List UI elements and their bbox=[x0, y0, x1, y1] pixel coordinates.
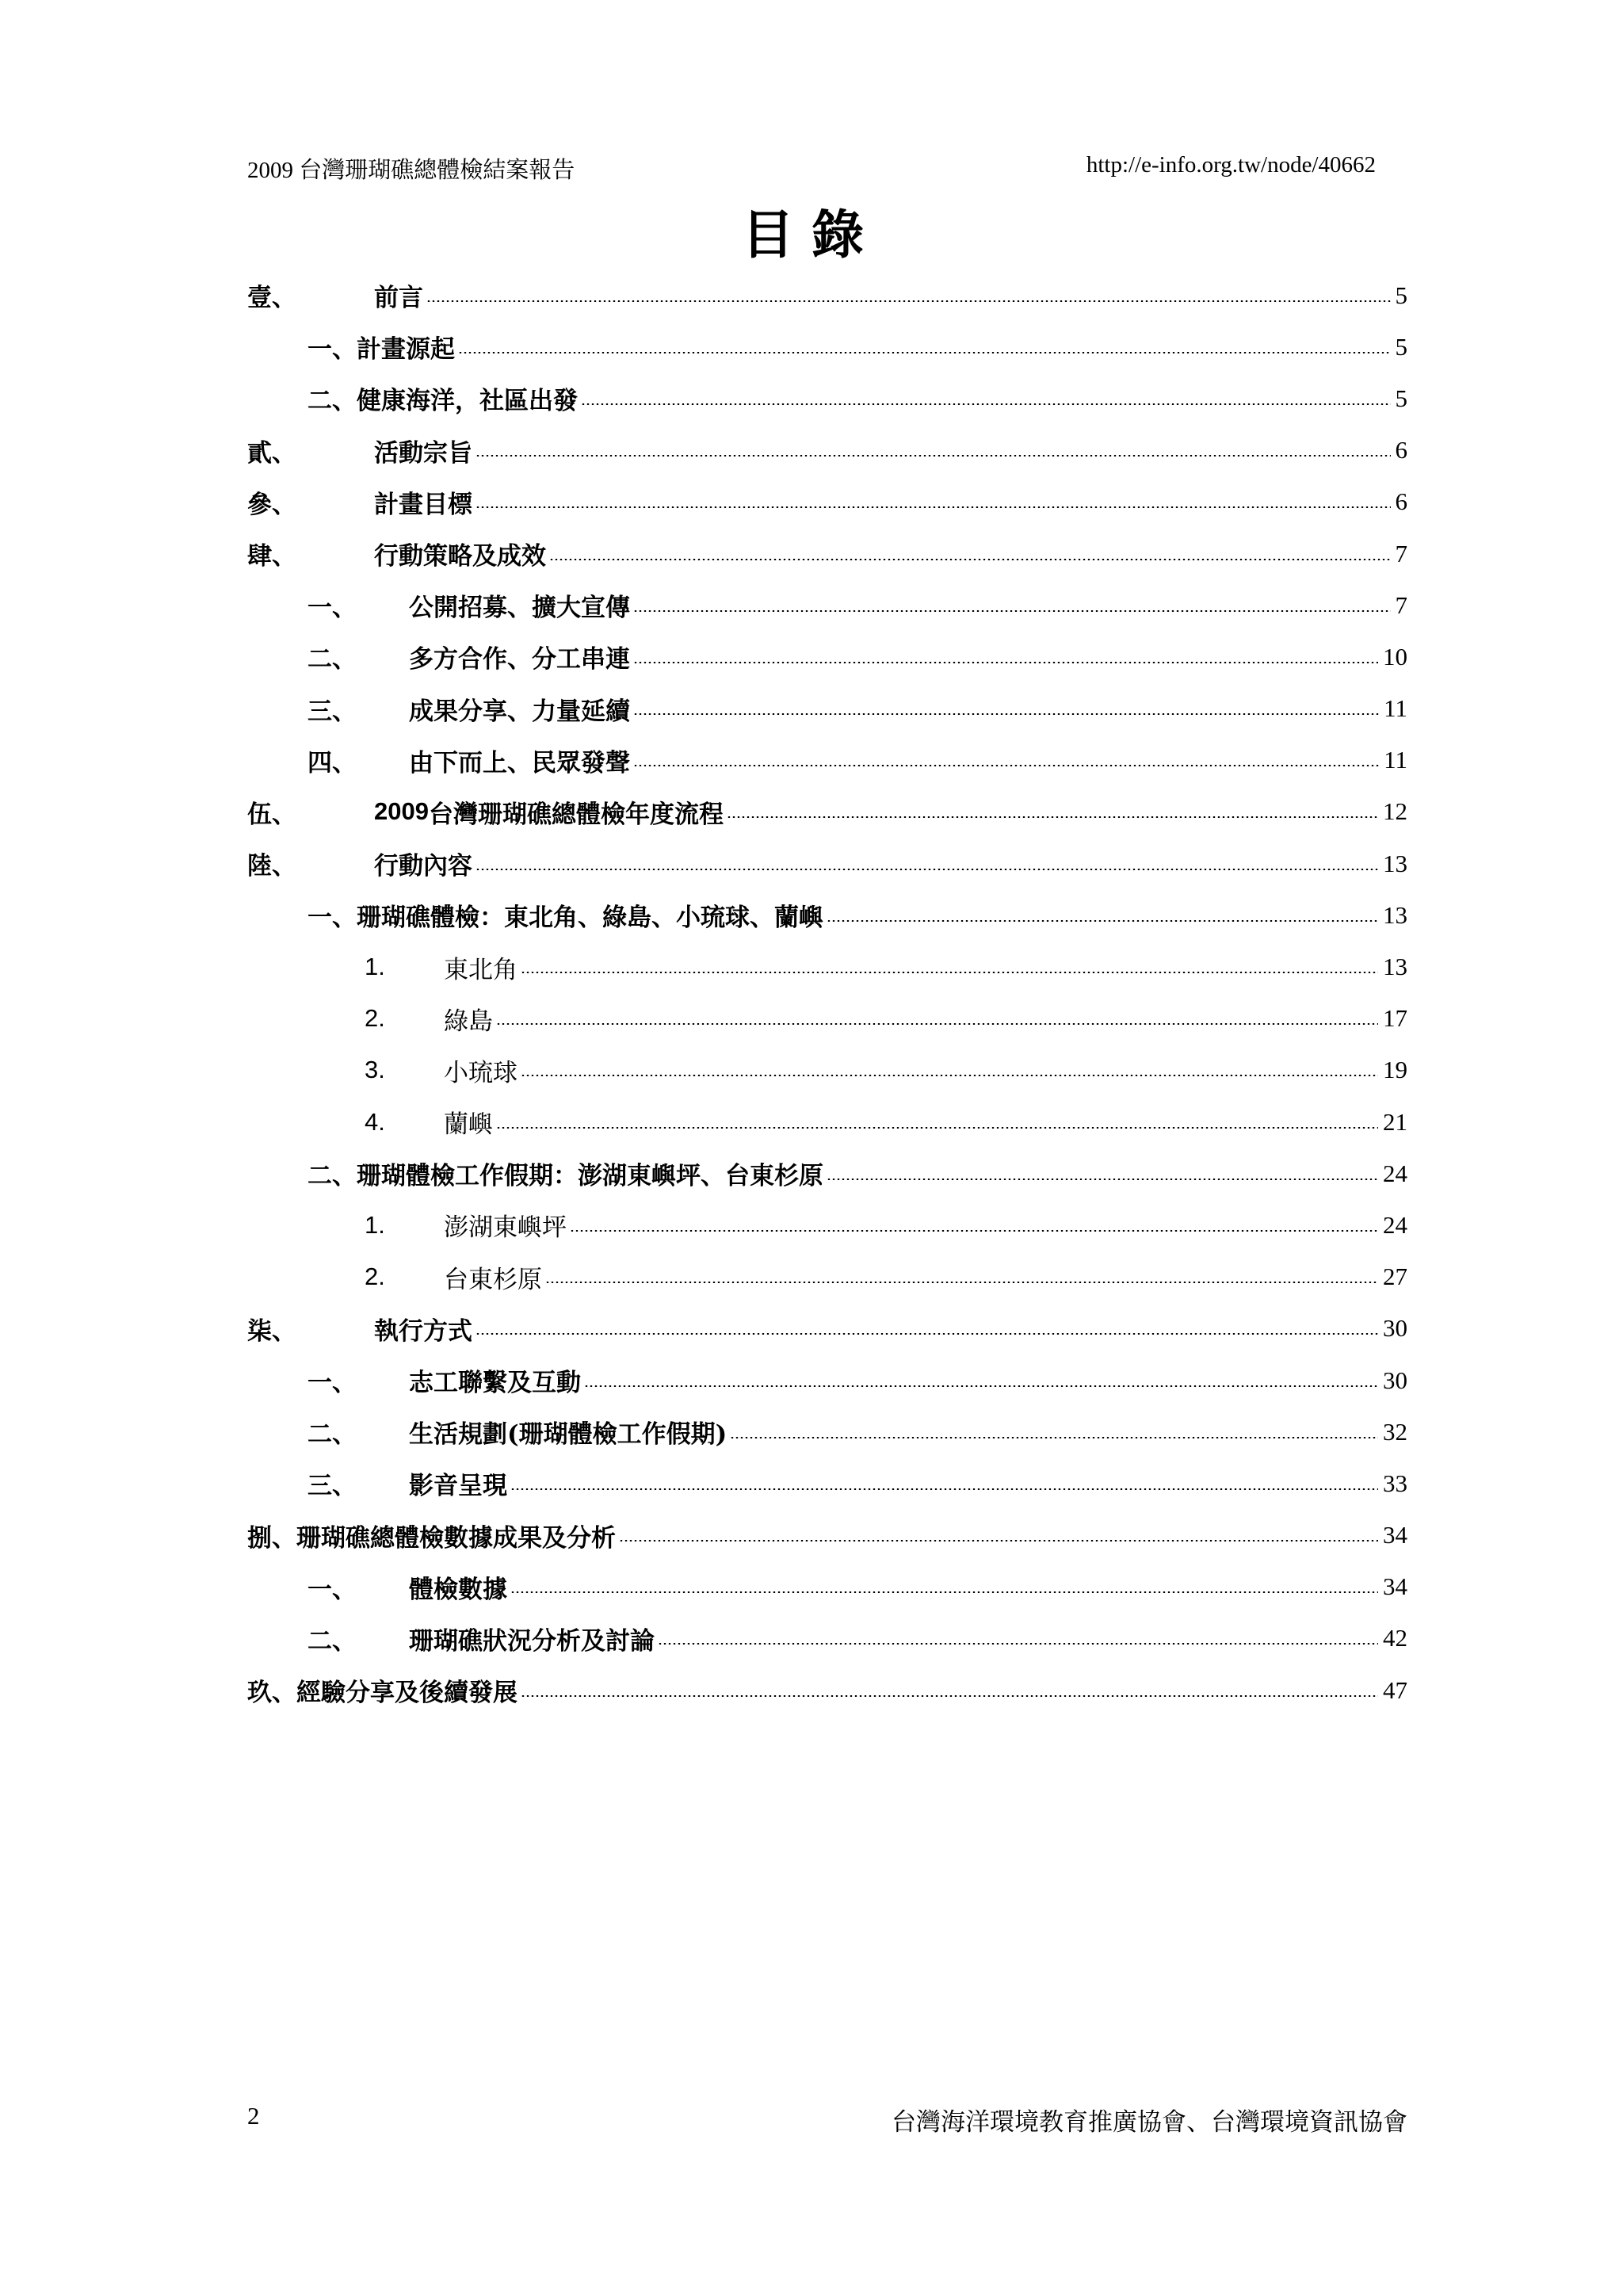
dot-leader bbox=[496, 1127, 1378, 1129]
dot-leader bbox=[570, 1230, 1378, 1232]
dot-leader bbox=[633, 713, 1379, 715]
toc-label: 經驗分享及後續發展 bbox=[296, 1679, 517, 1708]
toc-entry[interactable] bbox=[247, 579, 1407, 631]
dot-leader bbox=[510, 1591, 1378, 1593]
page-footer bbox=[247, 2102, 1407, 2137]
toc-entry[interactable] bbox=[247, 838, 1407, 889]
toc-label: 小琉球 bbox=[444, 1058, 517, 1087]
toc-page: 42 bbox=[1383, 1624, 1407, 1652]
toc-number: 二、 bbox=[307, 645, 357, 674]
dot-leader bbox=[521, 1075, 1378, 1076]
toc-label: 珊瑚礁總體檢數據成果及分析 bbox=[296, 1523, 616, 1553]
dot-leader bbox=[633, 662, 1378, 663]
dot-leader bbox=[727, 816, 1378, 818]
toc-label: 計畫源起 bbox=[357, 335, 455, 365]
toc-entry[interactable] bbox=[247, 631, 1407, 682]
source-url[interactable]: http://e-info.org.tw/node/40662 bbox=[1086, 152, 1376, 178]
toc-number: 一、 bbox=[307, 904, 357, 933]
report-title: 2009 台灣珊瑚礁總體檢結案報告 bbox=[247, 158, 575, 183]
toc-entry[interactable] bbox=[247, 1354, 1407, 1406]
toc-entry[interactable] bbox=[247, 1096, 1407, 1148]
dot-leader bbox=[584, 1385, 1378, 1387]
dot-leader bbox=[658, 1643, 1378, 1645]
toc-number: 一、 bbox=[307, 1575, 357, 1604]
toc-page: 32 bbox=[1383, 1417, 1407, 1446]
dot-leader bbox=[549, 559, 1391, 560]
toc-label: 蘭嶼 bbox=[444, 1110, 493, 1140]
toc-entry[interactable] bbox=[247, 1199, 1407, 1251]
toc-page: 12 bbox=[1383, 797, 1407, 826]
toc-page: 11 bbox=[1384, 746, 1407, 774]
toc-page: 30 bbox=[1383, 1314, 1407, 1343]
toc-number: 四、 bbox=[307, 748, 357, 777]
toc-label: 志工聯繫及互動 bbox=[409, 1369, 581, 1398]
toc-label: 健康海洋，社區出發 bbox=[357, 387, 578, 416]
toc-label: 體檢數據 bbox=[409, 1575, 507, 1604]
toc-entry[interactable] bbox=[247, 372, 1407, 424]
toc-number: 2. bbox=[365, 1004, 385, 1033]
toc-label: 珊瑚礁體檢：東北角、綠島、小琉球、蘭嶼 bbox=[357, 904, 823, 933]
toc-page: 6 bbox=[1395, 487, 1407, 516]
toc-number: 3. bbox=[365, 1056, 385, 1084]
toc-label: 公開招募、擴大宣傳 bbox=[409, 594, 630, 623]
toc-label: 前言 bbox=[374, 284, 423, 313]
toc-number: 一、 bbox=[307, 594, 357, 623]
dot-leader bbox=[619, 1540, 1378, 1541]
toc-number: 2. bbox=[365, 1263, 385, 1291]
toc-label: 生活規劃(珊瑚體檢工作假期) bbox=[409, 1420, 727, 1450]
toc-entry[interactable] bbox=[247, 269, 1407, 321]
toc-number: 4. bbox=[365, 1107, 385, 1136]
toc-label: 活動宗旨 bbox=[374, 438, 472, 468]
toc-label: 珊瑚礁狀況分析及討論 bbox=[409, 1626, 655, 1656]
toc-label: 影音呈現 bbox=[409, 1472, 507, 1501]
dot-leader bbox=[633, 765, 1379, 766]
toc-label: 行動策略及成效 bbox=[374, 542, 546, 571]
toc-page: 13 bbox=[1383, 953, 1407, 981]
toc-label: 台灣珊瑚礁總體檢年度流程 bbox=[428, 800, 724, 829]
toc-label: 由下而上、民眾發聲 bbox=[409, 748, 630, 777]
toc-entry[interactable] bbox=[247, 1561, 1407, 1613]
toc-entry[interactable] bbox=[247, 1613, 1407, 1664]
dot-leader bbox=[496, 1023, 1378, 1025]
toc-page: 6 bbox=[1395, 436, 1407, 464]
toc-entry[interactable] bbox=[247, 476, 1407, 528]
toc-number: 二、 bbox=[307, 1162, 357, 1191]
toc-entry[interactable] bbox=[247, 321, 1407, 372]
dot-leader bbox=[510, 1488, 1378, 1490]
dot-leader bbox=[426, 300, 1391, 302]
toc-entry[interactable] bbox=[247, 786, 1407, 838]
toc-page: 19 bbox=[1383, 1056, 1407, 1084]
toc-page: 24 bbox=[1383, 1210, 1407, 1239]
toc-page: 34 bbox=[1383, 1572, 1407, 1601]
footer-organizations: 台灣海洋環境教育推廣協會、台灣環境資訊協會 bbox=[892, 2108, 1407, 2137]
toc-number: 陸、 bbox=[247, 852, 296, 881]
toc-label: 台東杉原 bbox=[444, 1265, 542, 1294]
toc-page: 47 bbox=[1383, 1675, 1407, 1704]
toc-number: 三、 bbox=[307, 697, 357, 726]
toc-number: 捌、 bbox=[247, 1523, 296, 1553]
dot-leader bbox=[827, 1179, 1378, 1180]
toc-page: 34 bbox=[1383, 1521, 1407, 1549]
toc-label: 行動內容 bbox=[374, 852, 472, 881]
toc-number: 伍、 bbox=[247, 800, 296, 829]
dot-leader bbox=[521, 972, 1378, 973]
toc-number: 貳、 bbox=[247, 438, 296, 468]
dot-leader bbox=[730, 1437, 1378, 1438]
dot-leader bbox=[475, 455, 1391, 457]
page-title: 目錄 bbox=[742, 204, 881, 266]
toc-page: 5 bbox=[1395, 281, 1407, 309]
toc-entry[interactable] bbox=[247, 1251, 1407, 1303]
toc-entry[interactable] bbox=[247, 683, 1407, 735]
dot-leader bbox=[521, 1695, 1378, 1697]
toc-number: 三、 bbox=[307, 1472, 357, 1501]
page-number: 2 bbox=[247, 2102, 260, 2130]
dot-leader bbox=[458, 352, 1391, 353]
toc-page: 7 bbox=[1395, 590, 1407, 619]
toc-entry[interactable] bbox=[247, 993, 1407, 1045]
toc-number: 壹、 bbox=[247, 284, 296, 313]
toc-number: 二、 bbox=[307, 1420, 357, 1450]
toc-page: 33 bbox=[1383, 1469, 1407, 1497]
toc-entry[interactable] bbox=[247, 941, 1407, 992]
toc-entry[interactable] bbox=[247, 1045, 1407, 1096]
dot-leader bbox=[475, 506, 1391, 508]
dot-leader bbox=[545, 1282, 1378, 1283]
toc-page: 5 bbox=[1395, 384, 1407, 412]
toc-entry[interactable] bbox=[247, 1457, 1407, 1509]
toc-entry[interactable] bbox=[247, 1510, 1407, 1561]
toc-label: 多方合作、分工串連 bbox=[409, 645, 630, 674]
toc-number: 一、 bbox=[307, 335, 357, 365]
toc-page: 7 bbox=[1395, 539, 1407, 567]
toc-number: 二、 bbox=[307, 387, 357, 416]
page-header bbox=[247, 152, 1376, 184]
toc-entry[interactable] bbox=[247, 425, 1407, 476]
toc-label-year: 2009 bbox=[374, 797, 429, 826]
toc-page: 13 bbox=[1383, 900, 1407, 929]
toc-label: 執行方式 bbox=[374, 1316, 472, 1346]
table-of-contents bbox=[247, 269, 1407, 1716]
toc-number: 1. bbox=[365, 1210, 385, 1239]
dot-leader bbox=[475, 869, 1378, 870]
toc-number: 參、 bbox=[247, 490, 296, 519]
toc-page: 10 bbox=[1383, 642, 1407, 670]
toc-label: 計畫目標 bbox=[374, 490, 472, 519]
toc-page: 17 bbox=[1383, 1004, 1407, 1033]
toc-page: 13 bbox=[1383, 849, 1407, 877]
toc-entry[interactable] bbox=[247, 528, 1407, 579]
toc-label: 成果分享、力量延續 bbox=[409, 697, 630, 726]
toc-entry[interactable] bbox=[247, 1406, 1407, 1457]
toc-entry[interactable] bbox=[247, 1148, 1407, 1199]
toc-entry[interactable] bbox=[247, 889, 1407, 941]
toc-page: 30 bbox=[1383, 1366, 1407, 1394]
toc-page: 5 bbox=[1395, 332, 1407, 361]
toc-number: 肆、 bbox=[247, 542, 296, 571]
dot-leader bbox=[827, 920, 1378, 922]
toc-page: 21 bbox=[1383, 1107, 1407, 1136]
dot-leader bbox=[581, 403, 1391, 405]
dot-leader bbox=[475, 1333, 1378, 1335]
toc-page: 11 bbox=[1384, 694, 1407, 723]
toc-label: 東北角 bbox=[444, 955, 517, 984]
toc-number: 柒、 bbox=[247, 1316, 296, 1346]
toc-label: 澎湖東嶼坪 bbox=[444, 1213, 567, 1243]
toc-label: 綠島 bbox=[444, 1007, 493, 1036]
toc-number: 玖、 bbox=[247, 1679, 296, 1708]
toc-number: 一、 bbox=[307, 1369, 357, 1398]
toc-entry[interactable] bbox=[247, 1664, 1407, 1716]
toc-entry[interactable] bbox=[247, 735, 1407, 786]
toc-number: 二、 bbox=[307, 1626, 357, 1656]
toc-label: 珊瑚體檢工作假期：澎湖東嶼坪、台東杉原 bbox=[357, 1162, 823, 1191]
dot-leader bbox=[633, 610, 1391, 612]
toc-page: 24 bbox=[1383, 1159, 1407, 1187]
toc-page: 27 bbox=[1383, 1263, 1407, 1291]
toc-entry[interactable] bbox=[247, 1303, 1407, 1354]
toc-number: 1. bbox=[365, 953, 385, 981]
